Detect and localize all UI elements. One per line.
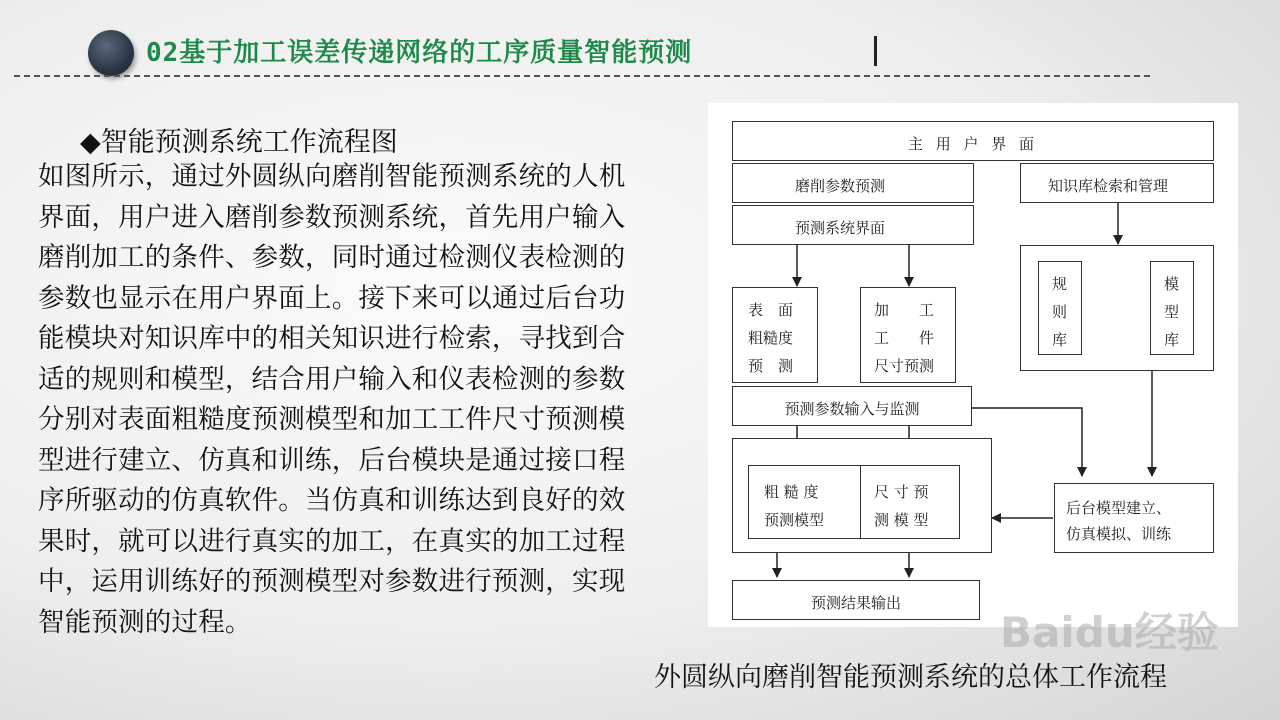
backend-model-label-1: 后台模型建立、 <box>1066 499 1172 517</box>
workpiece-size-label-3: 尺寸预测 <box>874 357 935 375</box>
param-input-label: 预测参数输入与监测 <box>784 400 920 418</box>
body-paragraph: 如图所示，通过外圆纵向磨削智能预测系统的人机界面，用户进入磨削参数预测系统，首先用户输入磨削加工的条件、参数，同时通过检测仪表检测的参数也显示在用户界面上。接下来可以通过后台功能模块对知识库中的相关知识进行检索，寻找到合适的规则和模型，结合用户输入和仪表检测的参数分别对表面粗糙度预测模型和加工工件尺寸预测模型进行建立、仿真和训练，后台模块是通过接口程序所驱动的仿真软件。当仿真和训练达到良好的效果时，就可以进行真实的加工，在真实的加工过程中，运用训练好的预测模型对参数进行预测，实现智能预测的过程。 <box>38 161 626 638</box>
figure-caption: 外圆纵向磨削智能预测系统的总体工作流程 <box>654 662 1167 693</box>
size-model-label-2: 测 模 型 <box>874 511 929 529</box>
title-cursor-bar <box>874 36 877 66</box>
baidu-watermark-logo: Baidu经验 <box>1000 608 1219 657</box>
header-divider <box>14 75 1150 77</box>
rule-library-label-1: 规 <box>1052 275 1068 293</box>
model-library-label-3: 库 <box>1164 331 1180 349</box>
model-library-label-2: 型 <box>1164 303 1180 321</box>
grinding-param-label: 磨削参数预测 <box>794 177 886 195</box>
roughness-model-label-1: 粗 糙 度 <box>764 483 819 501</box>
backend-model-label-2: 仿真模拟、训练 <box>1066 525 1172 543</box>
surface-roughness-label-2: 粗糙度 <box>748 329 794 347</box>
kb-search-label: 知识库检索和管理 <box>1047 177 1169 195</box>
workpiece-size-label-2: 工 件 <box>874 329 935 347</box>
surface-roughness-label-3: 预 测 <box>748 357 794 375</box>
main-ui-label: 主 用 户 界 面 <box>907 135 1039 153</box>
result-output-label: 预测结果输出 <box>810 594 902 612</box>
surface-roughness-label-1: 表 面 <box>748 301 794 319</box>
size-model-label-1: 尺 寸 预 <box>874 483 929 501</box>
workpiece-size-label-1: 加 工 <box>874 301 935 319</box>
rule-library-label-2: 则 <box>1052 303 1068 321</box>
section-subheading: ◆智能预测系统工作流程图 <box>80 127 398 158</box>
predict-ui-label: 预测系统界面 <box>794 219 886 237</box>
flowchart-figure <box>708 103 1238 627</box>
model-library-label-1: 模 <box>1164 275 1180 293</box>
rule-library-label-3: 库 <box>1052 331 1068 349</box>
roughness-model-label-2: 预测模型 <box>764 511 825 529</box>
slide-title: 02基于加工误差传递网络的工序质量智能预测 <box>146 38 693 68</box>
header-bullet-dot <box>88 30 134 76</box>
